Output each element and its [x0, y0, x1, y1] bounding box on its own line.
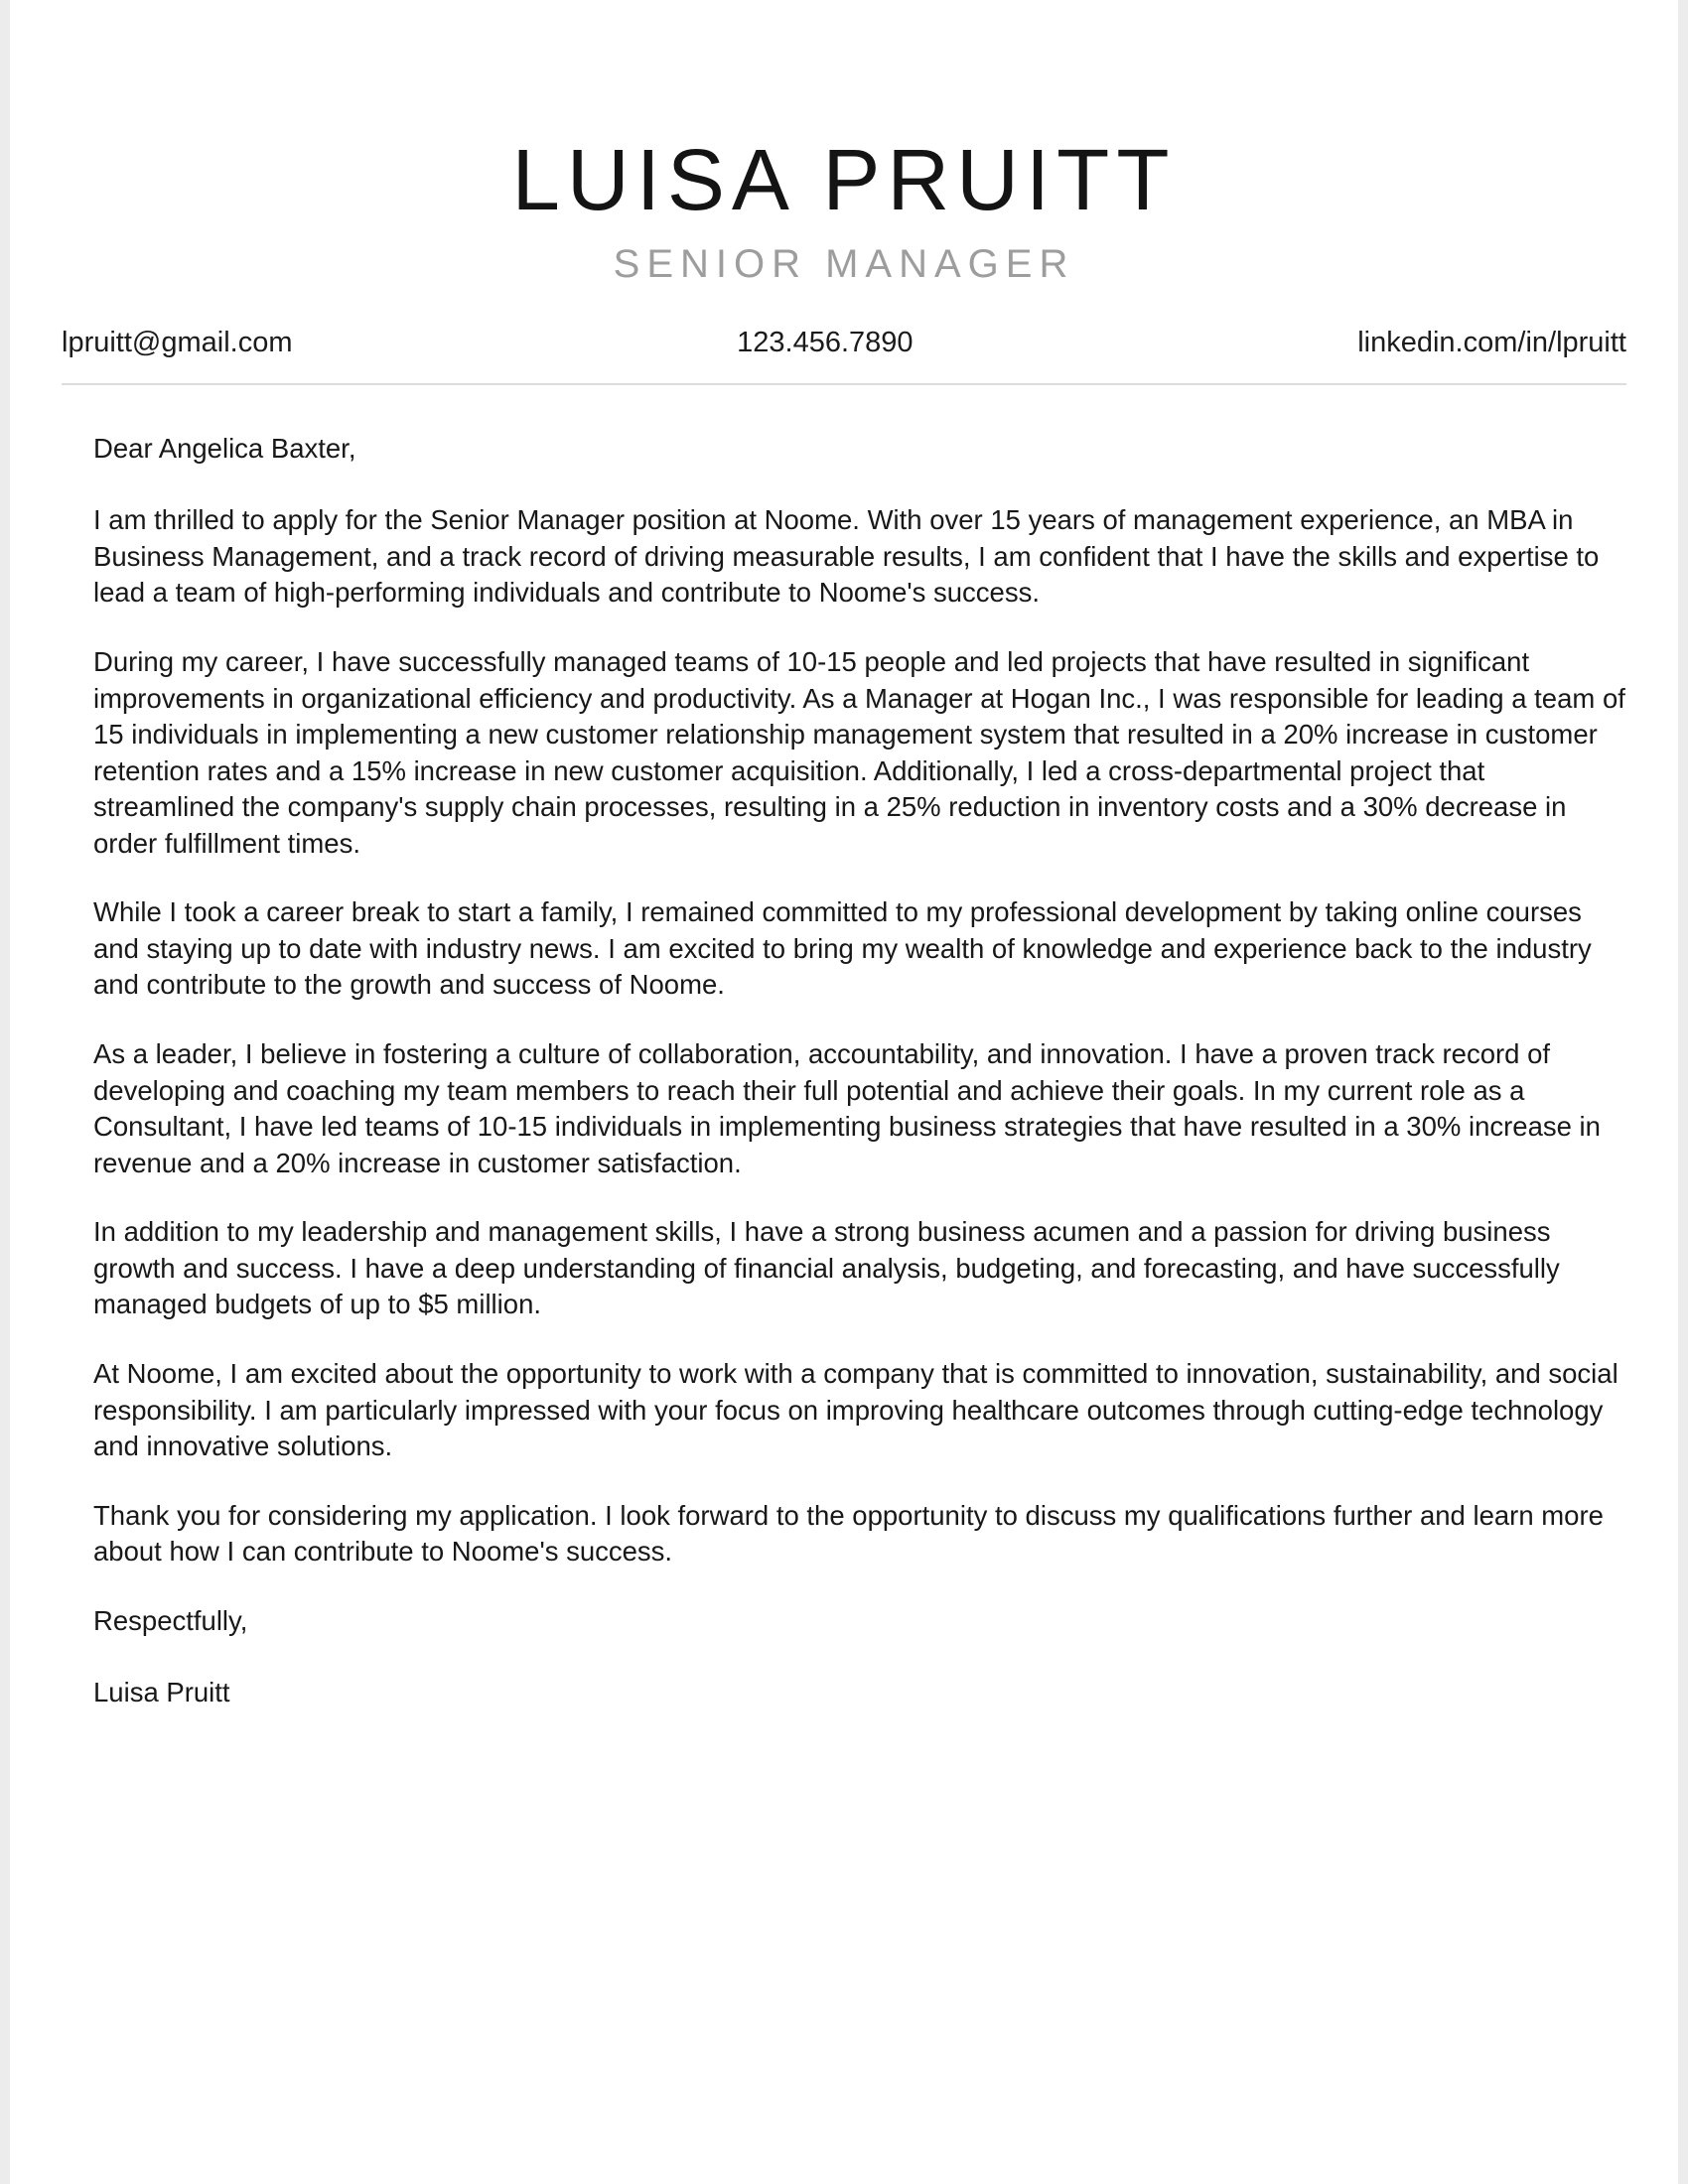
contact-row: [62, 327, 1626, 359]
letter-paragraph: I am thrilled to apply for the Senior Manager position at Noome. With over 15 years of management experience, an MBA in Business Management, and a track record of driving measurable results, I am confident that I have the skills and expertise to lead a team of high-performing individuals and contribute to Noome's success.: [93, 504, 1600, 609]
letterhead: [10, 0, 1678, 285]
letter-signature: Luisa Pruitt: [93, 1677, 230, 1708]
page-edge-left: [0, 0, 10, 2184]
contact-linkedin[interactable]: linkedin.com/in/lpruitt: [1357, 326, 1626, 358]
letter-paragraph: Thank you for considering my application. I look forward to the opportunity to discuss my qualifications further and learn more about how I can contribute to Noome's success.: [93, 1499, 1604, 1568]
document-sheet: [10, 0, 1678, 2184]
letter-closing: Respectfully,: [93, 1604, 248, 1636]
page-edge-right: [1678, 0, 1688, 2184]
letter-salutation: Dear Angelica Baxter,: [93, 432, 356, 464]
letter-paragraph: As a leader, I believe in fostering a culture of collaboration, accountability, and innovation. I have a proven track record of developing and coaching my team members to reach their full potential and achieve their goals. In my current role as a Consultant, I have led teams of 10-15 individuals in implementing business strategies that have resulted in a 30% increase in revenue and a 20% increase in customer satisfaction.: [93, 1038, 1601, 1178]
letter-paragraph: While I took a career break to start a family, I remained committed to my professional development by taking online courses and staying up to date with industry news. I am excited to bring my wealth of knowledge and experience back to the industry and contribute to the growth and success of Noome.: [93, 896, 1592, 1001]
letter-body: [93, 385, 1626, 1711]
contact-email[interactable]: lpruitt@gmail.com: [62, 326, 293, 358]
applicant-job-title: SENIOR MANAGER: [613, 241, 1075, 286]
letter-paragraph: At Noome, I am excited about the opportunity to work with a company that is committed to innovation, sustainability, and social responsibility. I am particularly impressed with your focus on improving healthcare outcomes through cutting-edge technology and innovative solutions.: [93, 1357, 1618, 1462]
letter-paragraph: During my career, I have successfully managed teams of 10-15 people and led projects that have resulted in significant improvements in organizational efficiency and productivity. As a Manager at Hogan Inc., I was responsible for leading a team of 15 individuals in implementing a new customer relationship management system that resulted in a 20% increase in customer retention rates and a 15% increase in new customer acquisition. Additionally, I led a cross-departmental project that streamlined the company's supply chain processes, resulting in a 25% reduction in inventory costs and a 30% decrease in order fulfillment times.: [93, 645, 1625, 859]
letter-paragraph: In addition to my leadership and management skills, I have a strong business acumen and a passion for driving business growth and success. I have a deep understanding of financial analysis, budgeting, and forecasting, and have successfully managed budgets of up to $5 million.: [93, 1216, 1560, 1320]
applicant-name: LUISA PRUITT: [511, 132, 1177, 228]
contact-phone[interactable]: 123.456.7890: [737, 326, 914, 358]
